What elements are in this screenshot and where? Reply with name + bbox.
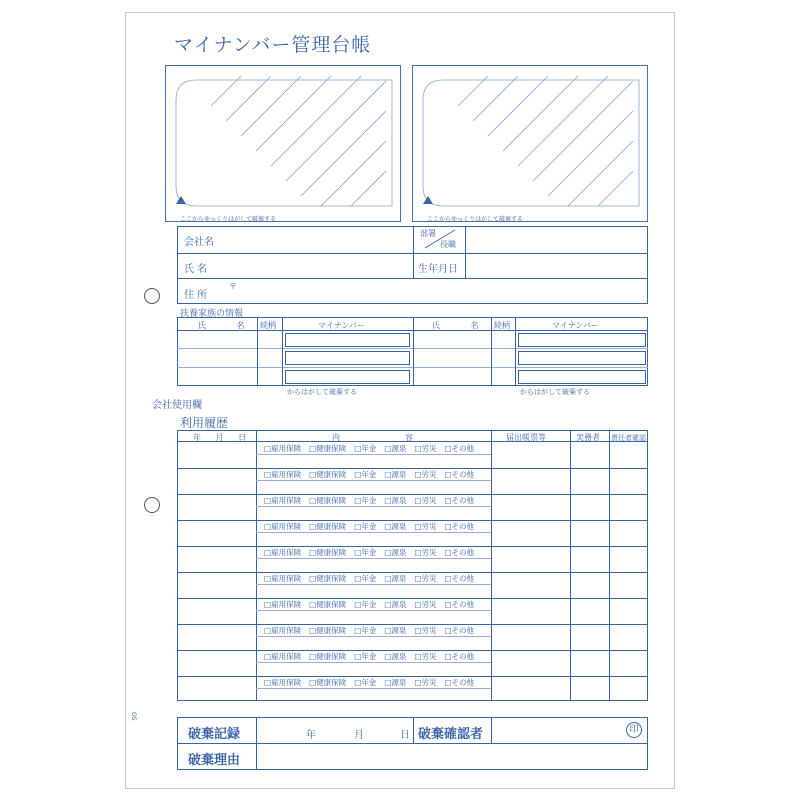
option-checkbox[interactable]: □雇用保険 — [264, 600, 302, 609]
option-checkbox[interactable]: □健康保険 — [309, 496, 347, 505]
divider — [256, 610, 491, 611]
option-checkbox[interactable]: □雇用保険 — [264, 522, 302, 531]
divider — [256, 584, 491, 585]
option-checkbox[interactable]: □年金 — [354, 652, 377, 661]
divider — [177, 743, 648, 744]
peel-corner-icon — [176, 196, 186, 204]
option-checkbox[interactable]: □健康保険 — [309, 548, 347, 557]
disposal-reason-label: 破棄理由 — [188, 753, 241, 768]
option-checkbox[interactable]: □年金 — [354, 470, 377, 479]
disposal-day-label: 日 — [400, 730, 410, 741]
birthdate-label: 生年月日 — [418, 264, 458, 275]
postal-mark: 〒 — [229, 282, 237, 291]
peel-instruction-right: ここからゆっくりはがして破棄する — [427, 216, 523, 223]
divider — [413, 317, 414, 386]
number-sticker — [285, 333, 410, 347]
option-checkbox[interactable]: □健康保険 — [309, 678, 347, 687]
divider — [256, 480, 491, 481]
divider — [256, 454, 491, 455]
number-sticker — [518, 370, 646, 384]
option-checkbox[interactable]: □雇用保険 — [264, 574, 302, 583]
option-checkbox[interactable]: □労災 — [414, 496, 437, 505]
option-checkbox[interactable]: □年金 — [354, 600, 377, 609]
option-checkbox[interactable]: □源泉 — [384, 626, 407, 635]
divider — [256, 636, 491, 637]
seal-mark: 印 — [626, 722, 642, 738]
department-label: 部署 — [420, 229, 436, 238]
option-checkbox[interactable]: □労災 — [414, 626, 437, 635]
history-row-options — [264, 443, 474, 454]
option-checkbox[interactable]: □労災 — [414, 444, 437, 453]
divider — [515, 317, 516, 386]
option-checkbox[interactable]: □労災 — [414, 470, 437, 479]
option-checkbox[interactable]: □その他 — [444, 444, 475, 453]
history-row-options — [264, 495, 474, 506]
col-content-2: 容 — [405, 433, 413, 442]
option-checkbox[interactable]: □年金 — [354, 496, 377, 505]
divider — [609, 430, 610, 701]
history-row-options — [264, 521, 474, 532]
option-checkbox[interactable]: □健康保険 — [309, 652, 347, 661]
option-checkbox[interactable]: □雇用保険 — [264, 548, 302, 557]
option-checkbox[interactable]: □労災 — [414, 574, 437, 583]
history-row-options — [264, 677, 474, 688]
history-row-options — [264, 469, 474, 480]
option-checkbox[interactable]: □雇用保険 — [264, 470, 302, 479]
punch-hole-top — [144, 288, 160, 304]
col-content-1: 内 — [332, 433, 340, 442]
option-checkbox[interactable]: □年金 — [354, 548, 377, 557]
divider — [570, 430, 571, 701]
number-sticker — [285, 370, 410, 384]
col-staff: 実務者 — [576, 433, 600, 442]
number-sticker — [518, 333, 646, 347]
option-checkbox[interactable]: □源泉 — [384, 652, 407, 661]
col-check: 責任者確認 — [611, 434, 646, 442]
divider — [256, 430, 257, 701]
divider — [465, 226, 466, 278]
history-row-options — [264, 651, 474, 662]
divider — [256, 506, 491, 507]
history-row-options — [264, 547, 474, 558]
option-checkbox[interactable]: □その他 — [444, 522, 475, 531]
divider — [282, 317, 283, 386]
page-title: マイナンバー管理台帳 — [174, 34, 372, 56]
col-relation-right: 続柄 — [494, 321, 510, 330]
option-checkbox[interactable]: □源泉 — [384, 522, 407, 531]
option-checkbox[interactable]: □源泉 — [384, 444, 407, 453]
dependents-heading: 扶養家族の情報 — [180, 309, 244, 319]
position-label: 役職 — [440, 240, 456, 249]
punch-hole-bottom — [144, 497, 160, 513]
peel-note-left: からはがして破棄する — [287, 388, 357, 396]
option-checkbox[interactable]: □労災 — [414, 678, 437, 687]
option-checkbox[interactable]: □雇用保険 — [264, 678, 302, 687]
col-name-right: 氏 名 — [432, 321, 493, 330]
option-checkbox[interactable]: □年金 — [354, 522, 377, 531]
divider — [256, 717, 257, 770]
option-checkbox[interactable]: □源泉 — [384, 574, 407, 583]
option-checkbox[interactable]: □労災 — [414, 652, 437, 661]
option-checkbox[interactable]: □年金 — [354, 574, 377, 583]
col-date: 年 月 日 — [193, 433, 253, 442]
slash-divider-icon — [420, 228, 460, 250]
peel-instruction-left: ここからゆっくりはがして破棄する — [180, 216, 276, 223]
divider — [491, 430, 492, 701]
col-number-right: マイナンバー — [552, 321, 599, 330]
option-checkbox[interactable]: □源泉 — [384, 600, 407, 609]
option-checkbox[interactable]: □健康保険 — [309, 470, 347, 479]
option-checkbox[interactable]: □雇用保険 — [264, 444, 302, 453]
option-checkbox[interactable]: □労災 — [414, 600, 437, 609]
peel-corner-icon — [423, 196, 433, 204]
side-product-code: OS — [130, 712, 137, 721]
option-checkbox[interactable]: □健康保険 — [309, 574, 347, 583]
option-checkbox[interactable]: □その他 — [444, 626, 475, 635]
option-checkbox[interactable]: □雇用保険 — [264, 496, 302, 505]
sticker-pattern-icon — [413, 66, 649, 223]
option-checkbox[interactable]: □健康保険 — [309, 444, 347, 453]
option-checkbox[interactable]: □源泉 — [384, 548, 407, 557]
number-sticker — [518, 351, 646, 365]
divider — [413, 226, 414, 278]
option-checkbox[interactable]: □年金 — [354, 626, 377, 635]
divider — [177, 278, 648, 279]
divider — [491, 717, 492, 743]
option-checkbox[interactable]: □年金 — [354, 444, 377, 453]
option-checkbox[interactable]: □源泉 — [384, 470, 407, 479]
disposal-month-label: 月 — [354, 730, 364, 741]
option-checkbox[interactable]: □労災 — [414, 522, 437, 531]
history-row-options — [264, 573, 474, 584]
company-name-label: 会社名 — [184, 237, 214, 248]
option-checkbox[interactable]: □その他 — [444, 678, 475, 687]
option-checkbox[interactable]: □年金 — [354, 678, 377, 687]
disposal-record-label: 破棄記録 — [188, 727, 241, 742]
option-checkbox[interactable]: □健康保険 — [309, 600, 347, 609]
option-checkbox[interactable]: □その他 — [444, 600, 475, 609]
masking-sticker-left — [165, 65, 401, 222]
option-checkbox[interactable]: □その他 — [444, 496, 475, 505]
divider — [256, 532, 491, 533]
peel-note-right: からはがして破棄する — [520, 388, 590, 396]
option-checkbox[interactable]: □雇用保険 — [264, 652, 302, 661]
option-checkbox[interactable]: □源泉 — [384, 496, 407, 505]
disposal-year-label: 年 — [306, 730, 316, 741]
option-checkbox[interactable]: □源泉 — [384, 678, 407, 687]
number-sticker — [285, 351, 410, 365]
company-use-heading: 会社使用欄 — [152, 400, 202, 411]
history-row-options — [264, 599, 474, 610]
disposal-confirmer-label: 破棄確認者 — [418, 727, 484, 742]
option-checkbox[interactable]: □労災 — [414, 548, 437, 557]
divider — [413, 717, 414, 743]
option-checkbox[interactable]: □その他 — [444, 470, 475, 479]
option-checkbox[interactable]: □その他 — [444, 548, 475, 557]
option-checkbox[interactable]: □その他 — [444, 574, 475, 583]
col-relation-left: 続柄 — [260, 321, 276, 330]
option-checkbox[interactable]: □雇用保険 — [264, 626, 302, 635]
address-label: 住 所 — [184, 290, 208, 301]
history-row-options — [264, 625, 474, 636]
col-name-left: 氏 名 — [198, 321, 259, 330]
name-label: 氏 名 — [184, 264, 208, 275]
sticker-pattern-icon — [166, 66, 402, 223]
divider — [256, 688, 491, 689]
divider — [256, 662, 491, 663]
col-number-left: マイナンバー — [318, 321, 365, 330]
masking-sticker-right — [412, 65, 648, 222]
option-checkbox[interactable]: □健康保険 — [309, 522, 347, 531]
col-forms: 届出帳票等 — [506, 433, 546, 442]
usage-history-heading: 利用履歴 — [180, 416, 229, 430]
option-checkbox[interactable]: □健康保険 — [309, 626, 347, 635]
divider — [256, 558, 491, 559]
option-checkbox[interactable]: □その他 — [444, 652, 475, 661]
